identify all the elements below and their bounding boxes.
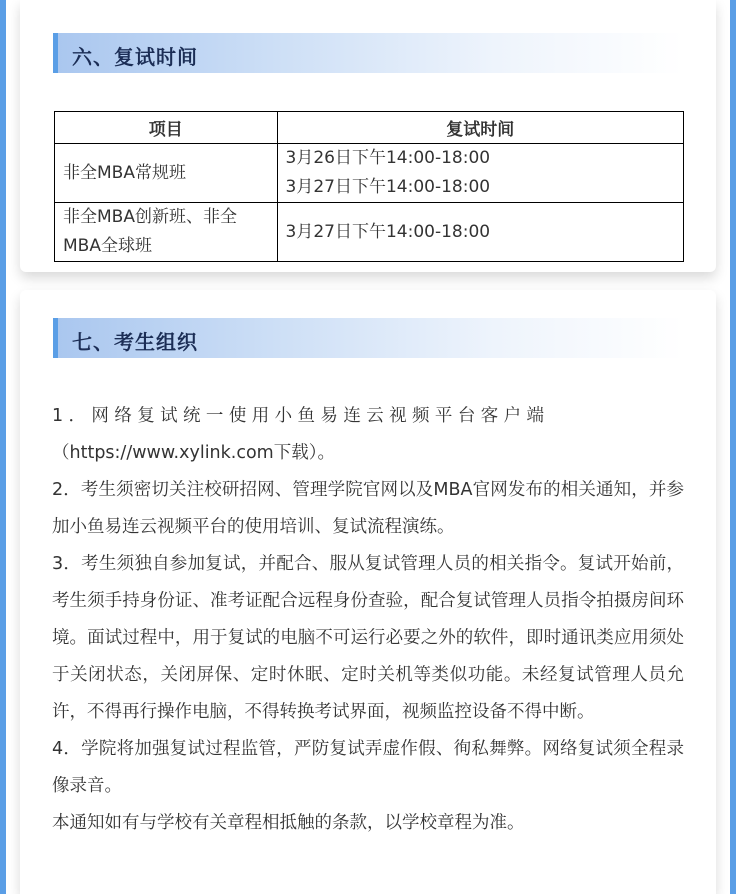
left-border-rail [0, 0, 6, 894]
section-header-organization [53, 318, 683, 358]
time-slot: 3月26日下午14:00-18:00 [285, 148, 491, 168]
table-cell-item: 非全MBA创新班、非全MBA全球班 [55, 203, 278, 262]
right-border-rail [730, 0, 736, 894]
column-header-time: 复试时间 [277, 112, 683, 144]
note-paragraph-5: 本通知如有与学校有关章程相抵触的条款，以学校章程为准。 [52, 813, 525, 833]
schedule-table [54, 111, 684, 262]
section-header-schedule [53, 33, 683, 73]
table-cell-time [277, 203, 683, 262]
table-cell-item: 非全MBA常规班 [55, 144, 278, 203]
section-title: 七、考生组织 [72, 330, 198, 354]
time-slot: 3月27日下午14:00-18:00 [285, 177, 491, 197]
table-row [55, 203, 684, 262]
note-paragraph-1-line-2: （https://www.xylink.com下载）。 [52, 443, 335, 463]
section-title: 六、复试时间 [72, 45, 198, 69]
note-paragraph-2: 2．考生须密切关注校研招网、管理学院官网以及MBA官网发布的相关通知，并参加小鱼易连云视频平台的使用培训、复试流程演练。 [52, 480, 684, 537]
note-paragraph-3: 3．考生须独自参加复试，并配合、服从复试管理人员的相关指令。复试开始前，考生须手持身份证、准考证配合远程身份查验，配合复试管理人员指令拍摄房间环境。面试过程中，用于复试的电脑不可运行必要之外的软件，即时通讯类应用须处于关闭状态，关闭屏保、定时休眠、定时关机等类似功能。未经复试管理人员允许，不得再行操作电脑，不得转换考试界面，视频监控设备不得中断。 [52, 554, 684, 722]
column-header-item: 项目 [55, 112, 278, 144]
table-header-row [55, 112, 684, 144]
table-row [55, 144, 684, 203]
organization-notes [52, 398, 684, 842]
table-cell-time [277, 144, 683, 203]
note-paragraph-4: 4．学院将加强复试过程监管，严防复试弄虚作假、徇私舞弊。网络复试须全程录像录音。 [52, 739, 684, 796]
time-slot: 3月27日下午14:00-18:00 [285, 221, 491, 242]
note-paragraph-1-line-1: 1．网络复试统一使用小鱼易连云视频平台客户端 [52, 406, 550, 426]
